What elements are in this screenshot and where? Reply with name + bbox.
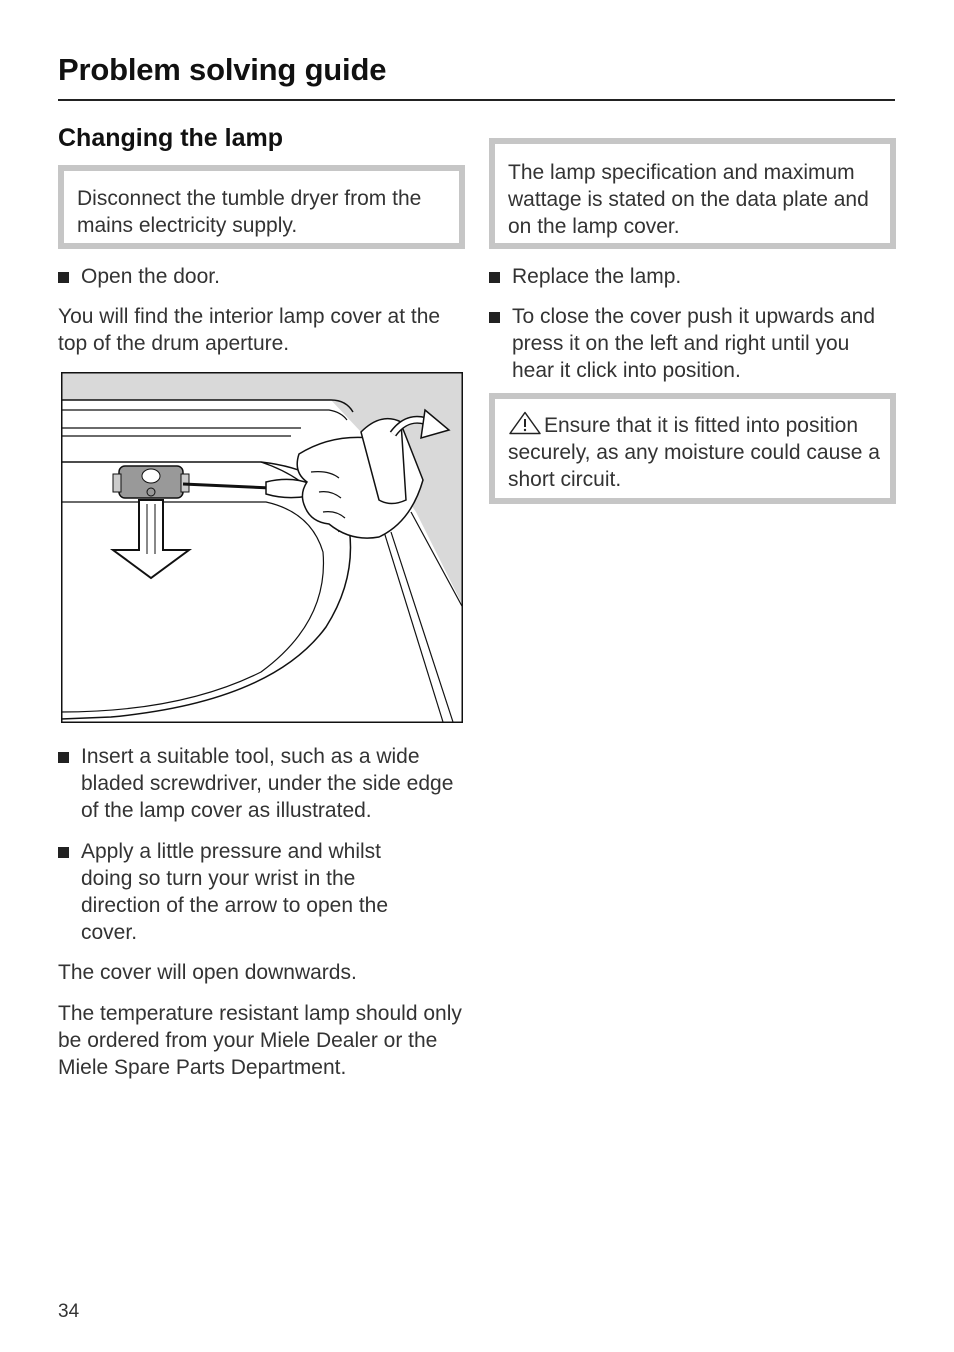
lamp-order-text: The temperature resistant lamp should only be ordered from your Miele Dealer or the Miele Spare Parts Department. bbox=[58, 1002, 462, 1079]
step-apply-pressure: Apply a little pressure and whilst doing so turn your wrist in the direction of the arrow to open the cover. bbox=[58, 838, 438, 946]
lamp-cover-location-text: You will find the interior lamp cover at the top of the drum aperture. bbox=[58, 305, 441, 355]
title-divider bbox=[58, 99, 895, 101]
step-close-cover: To close the cover push it upwards and press it on the left and right until you hear it click into position. bbox=[489, 303, 894, 384]
page-title: Problem solving guide bbox=[58, 52, 387, 87]
moisture-warning bbox=[489, 393, 896, 504]
disconnect-notice: Disconnect the tumble dryer from the mains electricity supply. bbox=[58, 165, 465, 249]
warning-text: Ensure that it is fitted into position securely, as any moisture could cause a short circuit. bbox=[508, 414, 880, 491]
step-open-door: Open the door. bbox=[58, 263, 468, 290]
page-number: 34 bbox=[58, 1301, 80, 1322]
cover-opens-text: The cover will open downwards. bbox=[58, 961, 357, 984]
step-insert-tool: Insert a suitable tool, such as a wide bladed screwdriver, under the side edge of the lamp cover as illustrated. bbox=[58, 743, 468, 824]
lamp-spec-notice: The lamp specification and maximum wattage is stated on the data plate and on the lamp cover. bbox=[489, 138, 896, 249]
section-heading: Changing the lamp bbox=[58, 124, 283, 152]
warning-triangle-icon bbox=[508, 411, 542, 435]
step-replace-lamp: Replace the lamp. bbox=[489, 263, 899, 290]
lamp-cover-illustration bbox=[61, 372, 463, 723]
